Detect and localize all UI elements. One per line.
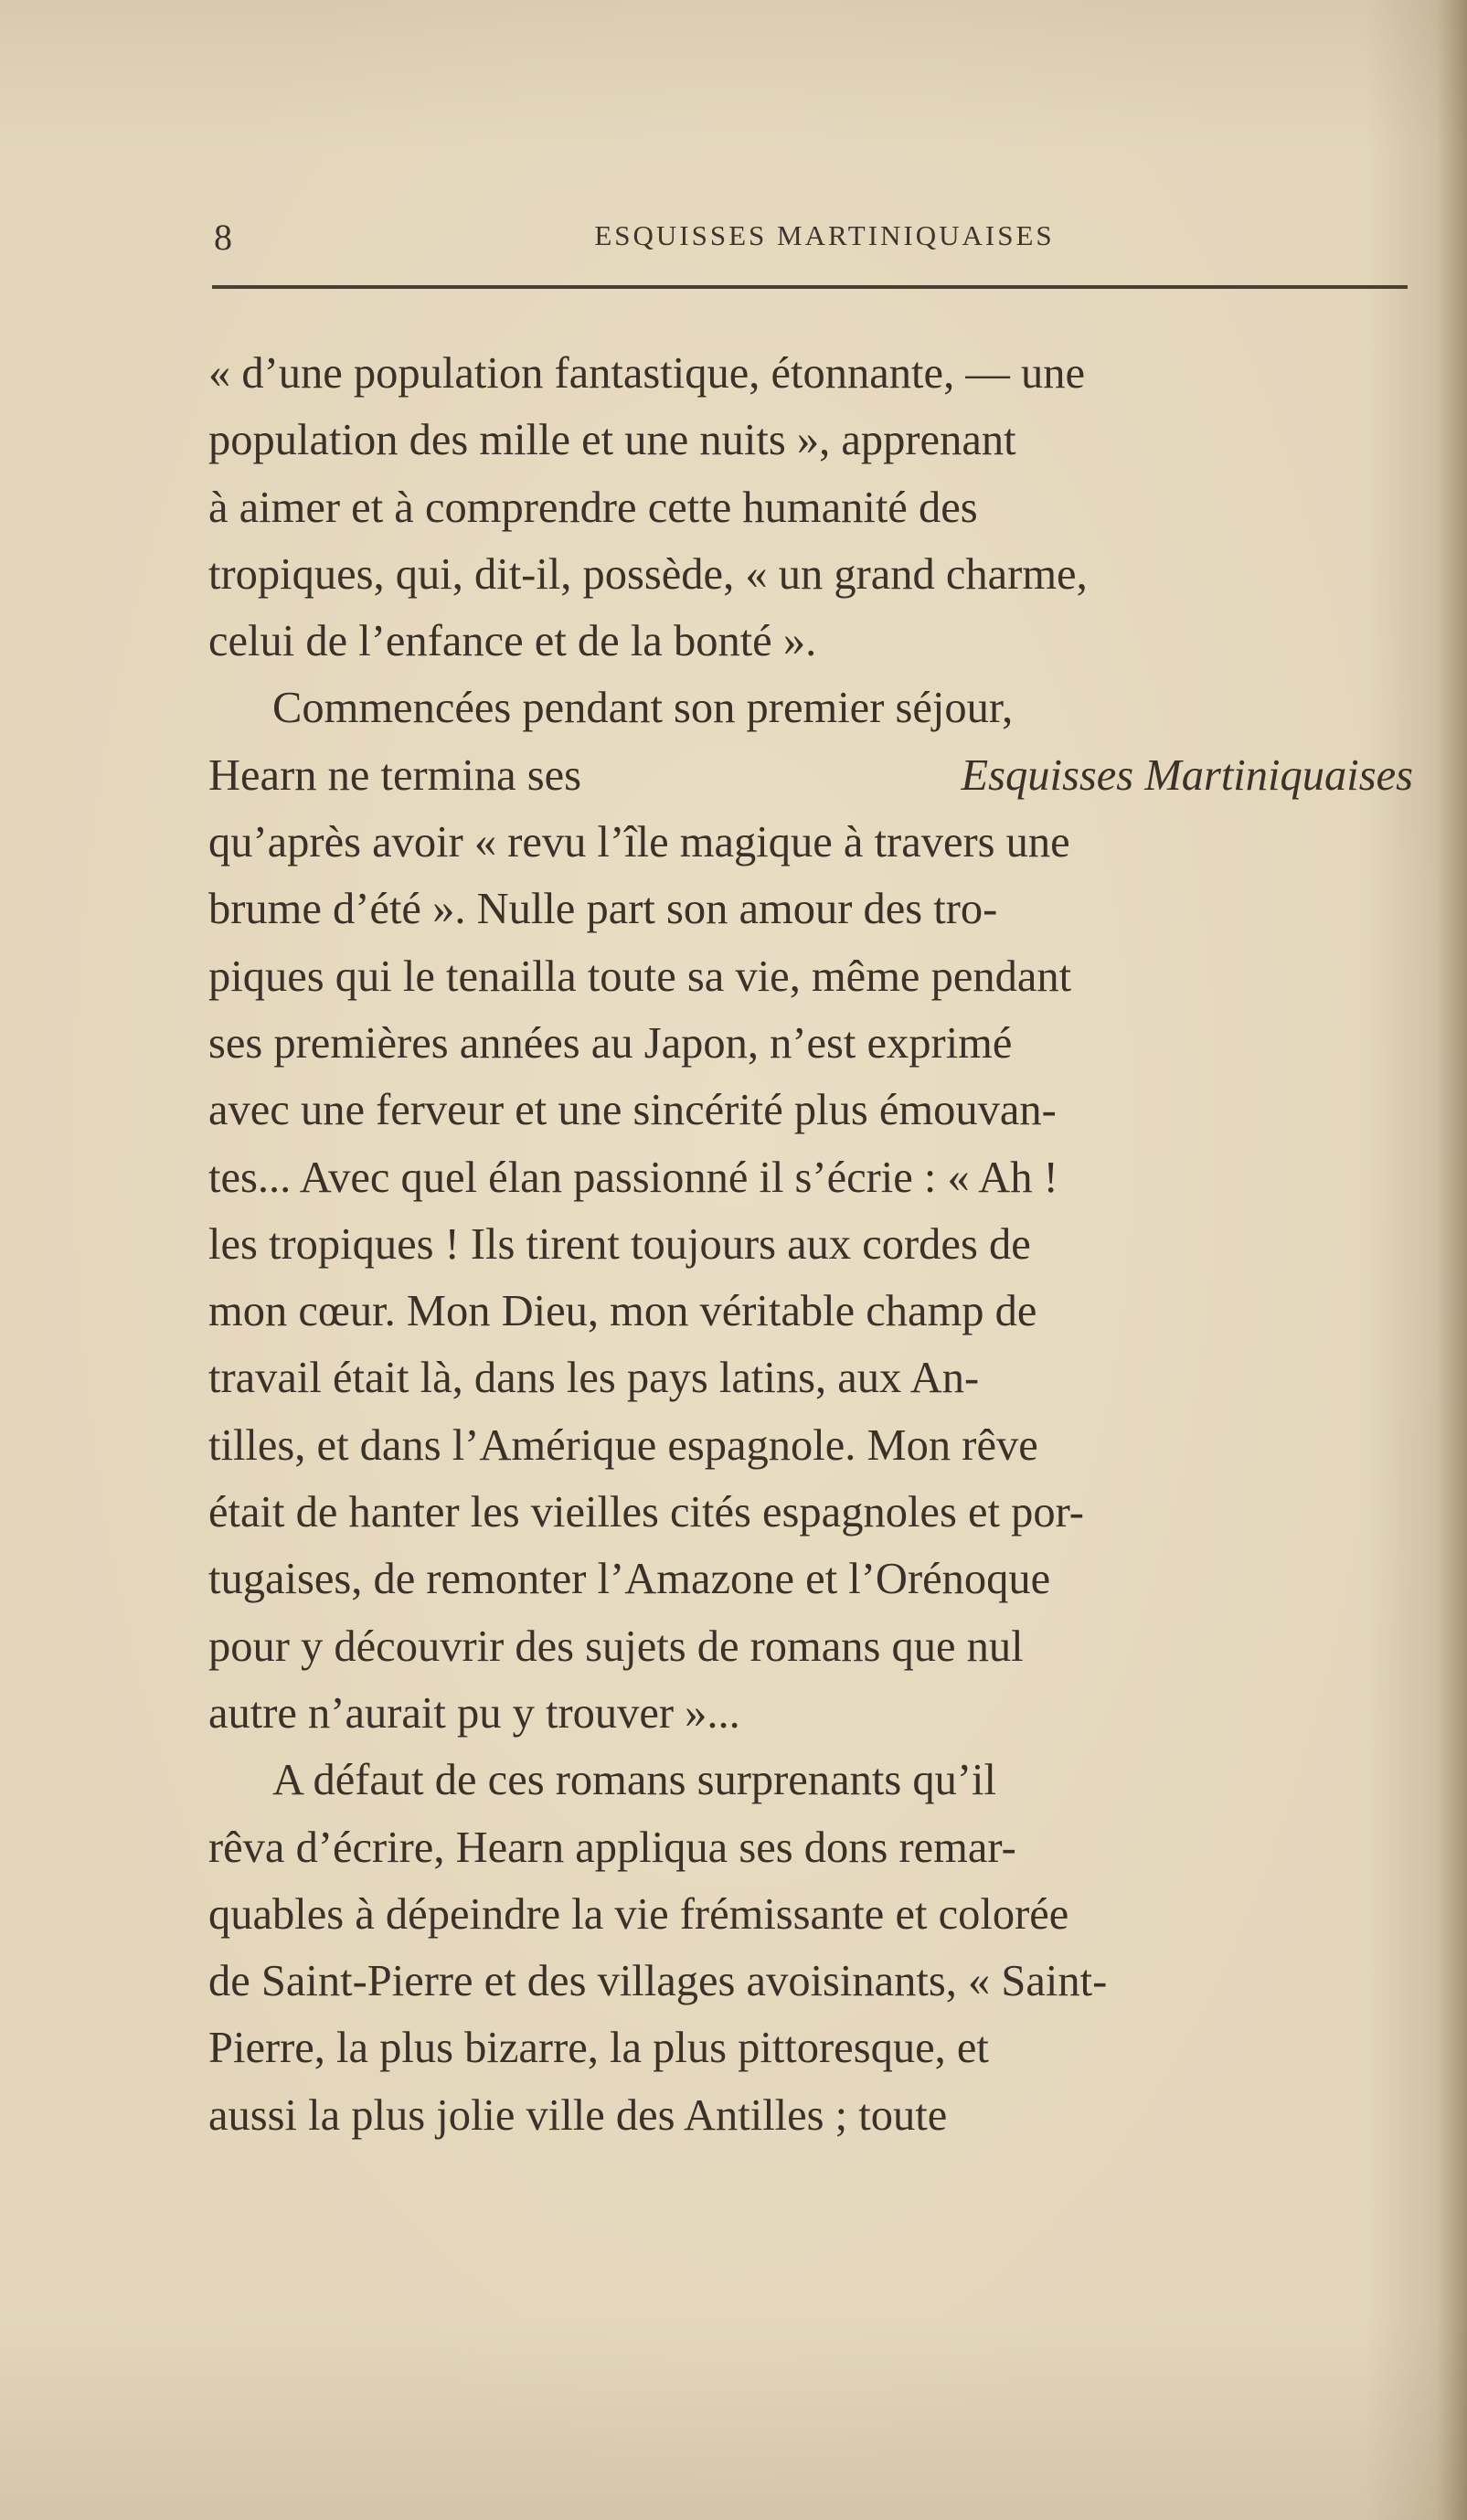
text-line: rêva d’écrire, Hearn appliqua ses dons remar- (208, 1823, 1016, 1872)
text-line: autre n’aurait pu y trouver »... (208, 1688, 740, 1738)
text-line-with-title (208, 742, 1413, 809)
running-head (208, 208, 1408, 263)
text-line: de Saint-Pierre et des villages avoisinants, « Saint- (208, 1957, 1108, 2006)
text-line: les tropiques ! Ils tirent toujours aux cordes de (208, 1219, 1031, 1269)
text-line: brume d’été ». Nulle part son amour des tro- (208, 885, 998, 934)
text-line: Pierre, la plus bizarre, la plus pittoresque, et (208, 2024, 989, 2073)
text-line: aussi la plus jolie ville des Antilles ; toute (208, 2090, 948, 2140)
text-line: à aimer et à comprendre cette humanité des (208, 483, 978, 532)
text-line: ses premières années au Japon, n’est exprimé (208, 1018, 1013, 1068)
text-line: « d’une population fantastique, étonnante, — une (208, 349, 1085, 398)
header-rule (212, 285, 1408, 289)
page-number: 8 (214, 217, 232, 258)
text-line: Commencées pendant son premier séjour, (272, 684, 1014, 733)
text-line: tilles, et dans l’Amérique espagnole. Mon rêve (208, 1420, 1038, 1470)
text-line-before-title: Hearn ne termina ses (208, 750, 593, 800)
text-line: quables à dépeindre la vie frémissante et colorée (208, 1889, 1069, 1939)
text-line: tugaises, de remonter l’Amazone et l’Orénoque (208, 1555, 1051, 1604)
text-line: population des mille et une nuits », apprenant (208, 416, 1016, 465)
text-line: piques qui le tenailla toute sa vie, même pendant (208, 952, 1072, 1001)
text-line: mon cœur. Mon Dieu, mon véritable champ de (208, 1287, 1037, 1336)
text-line: qu’après avoir « revu l’île magique à travers une (208, 818, 1070, 867)
text-line: tropiques, qui, dit-il, possède, « un grand charme, (208, 549, 1088, 599)
text-line: avec une ferveur et une sincérité plus émouvan- (208, 1086, 1057, 1135)
running-title: ESQUISSES MARTINIQUAISES (594, 219, 1055, 251)
page-edge-shadow (1436, 0, 1467, 2520)
body-text (208, 340, 1413, 2149)
text-line: pour y découvrir des sujets de romans que nul (208, 1622, 1024, 1671)
text-line: A défaut de ces romans surprenants qu’il (272, 1756, 996, 1805)
text-line: était de hanter les vieilles cités espagnoles et por- (208, 1488, 1084, 1537)
text-line: travail était là, dans les pays latins, aux An- (208, 1354, 980, 1403)
text-line: tes... Avec quel élan passionné il s’écrie : « Ah ! (208, 1153, 1058, 1202)
text-line: celui de l’enfance et de la bonté ». (208, 617, 817, 666)
book-title-italic: Esquisses Martiniquaises (961, 750, 1413, 800)
